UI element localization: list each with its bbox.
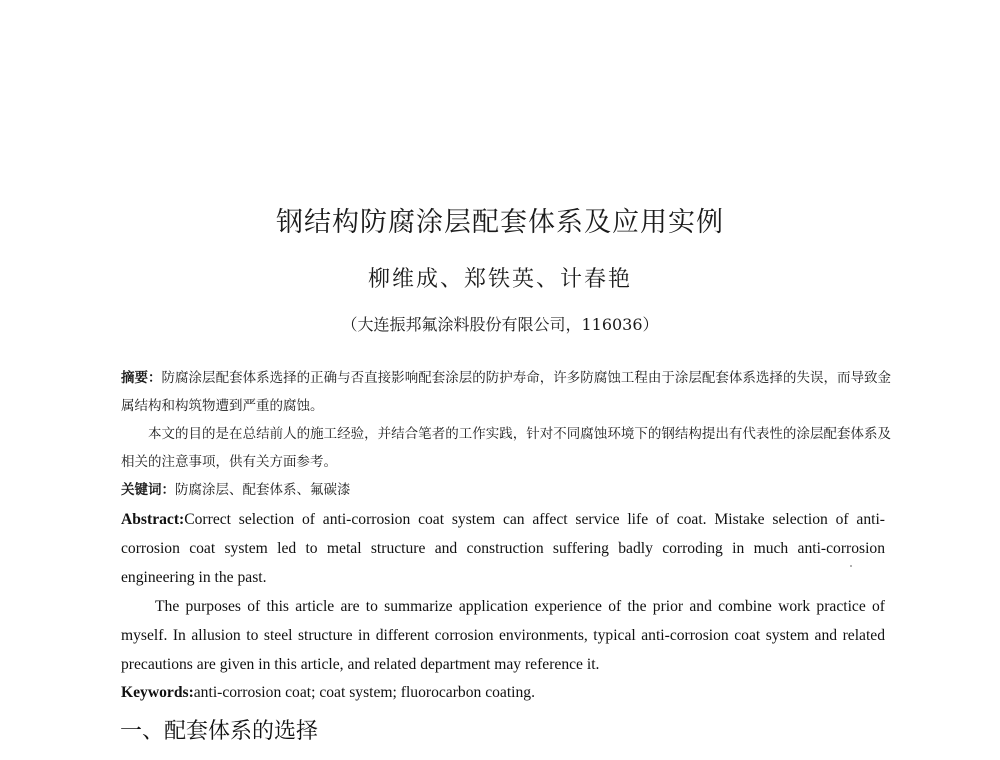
paper-authors: 柳维成、郑铁英、计春艳 bbox=[367, 267, 632, 292]
en-abstract bbox=[121, 505, 885, 592]
cn-abstract bbox=[121, 364, 891, 420]
en-keywords bbox=[121, 678, 885, 707]
cn-abstract-text: 防腐涂层配套体系选择的正确与否直接影响配套涂层的防护寿命，许多防腐蚀工程由于涂层配套体系选择的失误，而导致金属结构和构筑物遭到严重的腐蚀。 bbox=[121, 370, 892, 414]
cn-keywords-text: 防腐涂层、配套体系、氟碳漆 bbox=[175, 482, 351, 498]
cn-abstract-label: 摘要： bbox=[121, 370, 162, 386]
section-heading: 一、配套体系的选择 bbox=[120, 719, 319, 744]
scan-speck bbox=[850, 565, 852, 567]
en-abstract-text: Correct selection of anti-corrosion coat system can affect service life of coat. Mistake selection of anti-corrosion coat system led to metal structure and construction suffering badly corroding in much anti-corrosion engineering in the past. bbox=[121, 511, 885, 586]
en-abstract-label: Abstract: bbox=[121, 511, 185, 528]
en-keywords-label: Keywords: bbox=[121, 684, 194, 701]
en-purpose-text: The purposes of this article are to summarize application experience of the prior and combine work practice of myself. In allusion to steel structure in different corrosion environments, typical anti-corrosion coat system and related precautions are given in this article, and related department may reference it. bbox=[121, 598, 885, 673]
paper-affiliation: （大连振邦氟涂料股份有限公司，116036） bbox=[341, 315, 659, 334]
paper-title: 钢结构防腐涂层配套体系及应用实例 bbox=[276, 207, 724, 238]
en-keywords-text: anti-corrosion coat; coat system; fluorocarbon coating. bbox=[193, 684, 535, 701]
cn-purpose bbox=[121, 420, 891, 476]
cn-keywords-label: 关键词： bbox=[121, 482, 175, 498]
cn-purpose-text: 本文的目的是在总结前人的施工经验，并结合笔者的工作实践，针对不同腐蚀环境下的钢结构提出有代表性的涂层配套体系及相关的注意事项，供有关方面参考。 bbox=[121, 426, 891, 470]
cn-keywords bbox=[121, 476, 891, 504]
